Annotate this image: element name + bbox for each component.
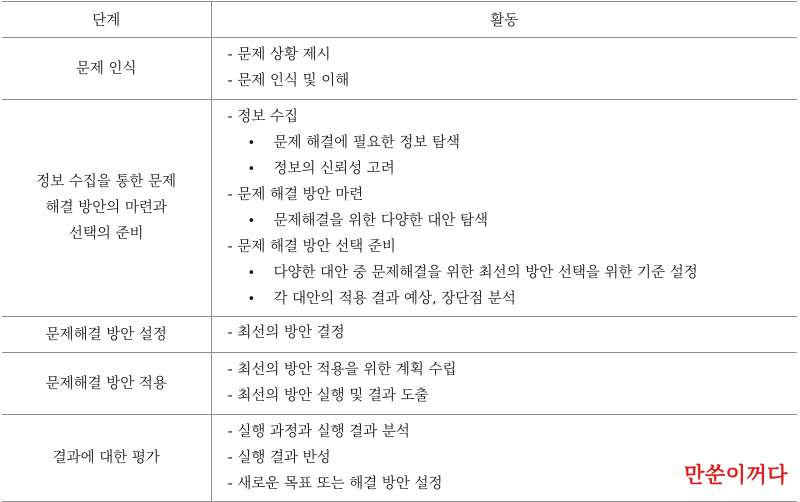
bullet-icon: • [247, 214, 256, 229]
subitem-text: 문제해결을 위한 다양한 대안 탐색 [273, 213, 489, 229]
activity-table [2, 1, 797, 502]
stage-cell: 결과에 대한 평가 [2, 415, 211, 502]
activity-item: - 실행 결과 반성 [227, 450, 331, 466]
header-row [2, 2, 797, 38]
stage-cell: 문제해결 방안 설정 [2, 317, 211, 353]
activity-item: - 문제 해결 방안 선택 준비 [227, 239, 396, 255]
table-row [2, 38, 797, 100]
watermark-text: 만쑨이꺼다 [684, 463, 788, 487]
activity-item: - 최선의 방안 결정 [227, 325, 345, 341]
stage-line: 선택의 준비 [68, 226, 144, 242]
activity-subitem [218, 130, 792, 156]
table-row [2, 100, 797, 317]
bullet-icon: • [247, 162, 256, 177]
bullet-icon: • [247, 292, 256, 307]
stage-cell: 문제 인식 [2, 38, 211, 100]
activity-item: - 최선의 방안 실행 및 결과 도출 [227, 388, 429, 404]
activity-item: - 실행 과정과 실행 결과 분석 [227, 424, 410, 440]
stage-line: 정보 수집을 통한 문제 [36, 174, 177, 190]
activity-subitem [218, 208, 792, 234]
activity-cell [211, 100, 797, 317]
activity-subitem [218, 156, 792, 182]
stage-cell: 문제해결 방안 적용 [2, 353, 211, 415]
activity-item: - 최선의 방안 적용을 위한 계획 수립 [227, 362, 457, 378]
stage-line: 해결 방안의 마련과 [45, 200, 167, 216]
subitem-text: 각 대안의 적용 결과 예상, 장단점 분석 [273, 291, 516, 307]
activity-item: - 문제 해결 방안 마련 [227, 187, 364, 203]
activity-item: - 문제 상황 제시 [227, 47, 331, 63]
stage-cell [2, 100, 211, 317]
activity-cell [211, 38, 797, 100]
subitem-text: 문제 해결에 필요한 정보 탐색 [273, 135, 461, 151]
table-row [2, 415, 797, 502]
activity-item: - 정보 수집 [227, 109, 298, 125]
subitem-text: 정보의 신뢰성 고려 [273, 161, 395, 177]
activity-cell [211, 353, 797, 415]
subitem-text: 다양한 대안 중 문제해결을 위한 최선의 방안 선택을 위한 기준 설정 [273, 265, 698, 281]
activity-item: - 문제 인식 및 이해 [227, 73, 350, 89]
activity-subitem [218, 286, 792, 312]
activity-cell [211, 317, 797, 353]
table-row [2, 353, 797, 415]
bullet-icon: • [247, 266, 256, 281]
header-activity: 활동 [211, 2, 797, 38]
header-stage: 단계 [2, 2, 211, 38]
table-row [2, 317, 797, 353]
activity-subitem [218, 260, 792, 286]
activity-item: - 새로운 목표 또는 해결 방안 설정 [227, 476, 443, 492]
bullet-icon: • [247, 136, 256, 151]
